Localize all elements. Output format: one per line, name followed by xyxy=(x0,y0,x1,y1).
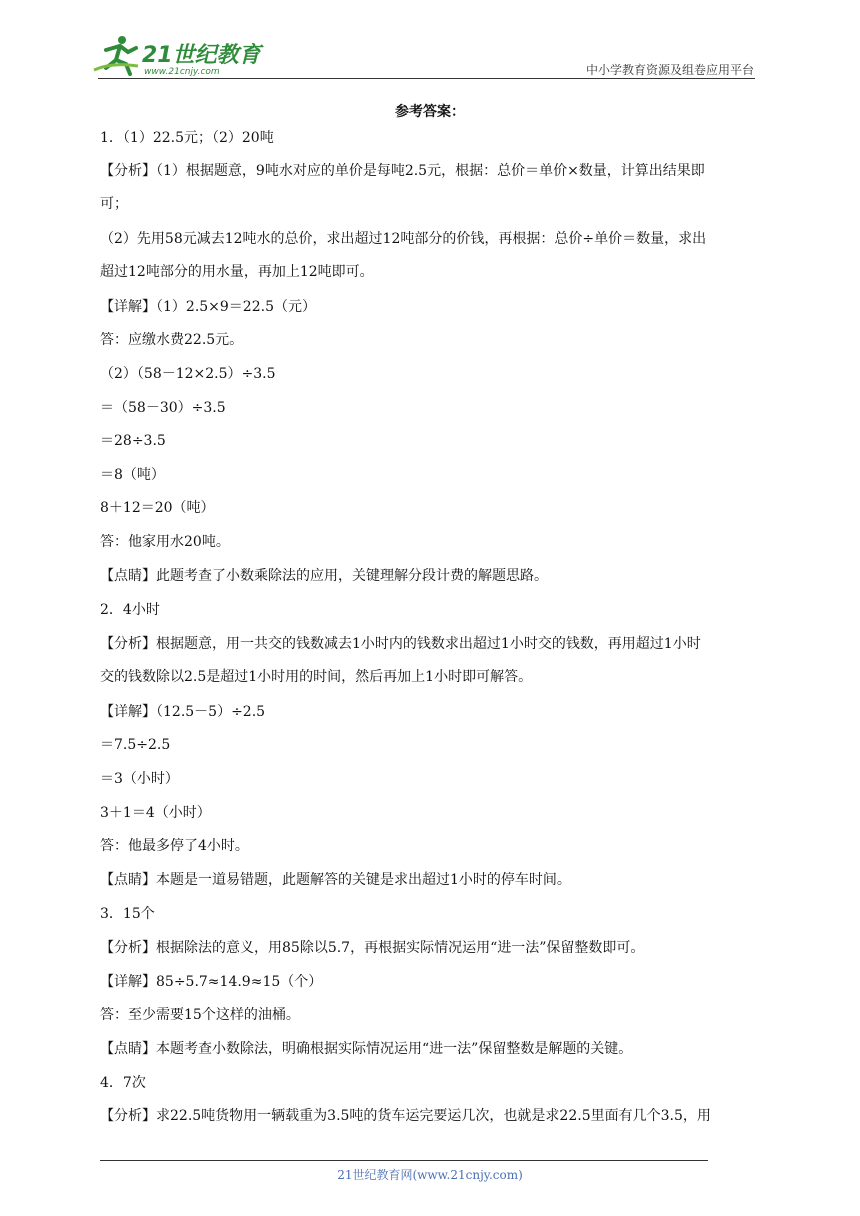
text-line: 4．7次 xyxy=(100,1075,146,1091)
text-line: 【点睛】本题考查小数除法，明确根据实际情况运用“进一法”保留整数是解题的关键。 xyxy=(100,1041,633,1057)
text-line: 答：至少需要15个这样的油桶。 xyxy=(100,1007,300,1023)
text-line: 答：他最多停了4小时。 xyxy=(100,838,249,854)
text-line: 可； xyxy=(100,196,128,212)
page-title: 参考答案： xyxy=(395,104,465,120)
text-line: 【分析】根据除法的意义，用85除以5.7，再根据实际情况运用“进一法”保留整数即可。 xyxy=(100,940,645,956)
text-line: ＝（58－30）÷3.5 xyxy=(100,400,226,416)
text-line: ＝8（吨） xyxy=(100,467,165,483)
logo-url: www.21cnjy.com xyxy=(144,67,220,77)
text-line: ＝3（小时） xyxy=(100,771,179,787)
text-line: 交的钱数除以2.5是超过1小时用的时间，然后再加上1小时即可解答。 xyxy=(100,669,533,685)
logo-text: 21世纪教育 xyxy=(142,43,261,68)
text-line: 【详解】85÷5.7≈14.9≈15（个） xyxy=(100,974,323,990)
text-line: 【分析】求22.5吨货物用一辆载重为3.5吨的货车运完要运几次，也就是求22.5里面有几个3.5，用 xyxy=(100,1108,711,1124)
text-line: 8＋12＝20（吨） xyxy=(100,500,215,516)
text-line: 【点睛】本题是一道易错题，此题解答的关键是求出超过1小时的停车时间。 xyxy=(100,872,571,888)
text-line: 【详解】（12.5－5）÷2.5 xyxy=(100,704,266,720)
text-line: ＝7.5÷2.5 xyxy=(100,737,171,753)
footer-divider xyxy=(100,1160,708,1161)
text-line: 1．（1）22.5元；（2）20吨 xyxy=(100,130,274,146)
text-line: 【详解】（1）2.5×9＝22.5（元） xyxy=(100,299,316,315)
text-line: （2）（58－12×2.5）÷3.5 xyxy=(100,366,276,382)
header-divider xyxy=(98,78,755,79)
text-line: 【分析】根据题意，用一共交的钱数减去1小时内的钱数求出超过1小时交的钱数，再用超过1小时 xyxy=(100,636,701,652)
text-line: ＝28÷3.5 xyxy=(100,433,166,449)
text-line: 答：应缴水费22.5元。 xyxy=(100,332,244,348)
text-line: 【分析】（1）根据题意，9吨水对应的单价是每吨2.5元，根据：总价＝单价×数量，计算出结果即 xyxy=(100,163,705,179)
text-line: 3＋1＝4（小时） xyxy=(100,805,211,821)
logo xyxy=(92,34,267,78)
text-line: 2．4小时 xyxy=(100,602,160,618)
page-header xyxy=(0,0,860,80)
text-line: （2）先用58元减去12吨水的总价，求出超过12吨部分的价钱，再根据：总价÷单价＝数量，求出 xyxy=(100,231,707,247)
page-footer: 21世纪教育网(www.21cnjy.com) xyxy=(337,1168,523,1182)
text-line: 超过12吨部分的用水量，再加上12吨即可。 xyxy=(100,264,374,280)
text-line: 【点睛】此题考查了小数乘除法的应用，关键理解分段计费的解题思路。 xyxy=(100,568,548,584)
runner-icon xyxy=(94,36,138,74)
platform-name: 中小学教育资源及组卷应用平台 xyxy=(585,63,754,77)
text-line: 3．15个 xyxy=(100,906,155,922)
text-line: 答：他家用水20吨。 xyxy=(100,534,230,550)
